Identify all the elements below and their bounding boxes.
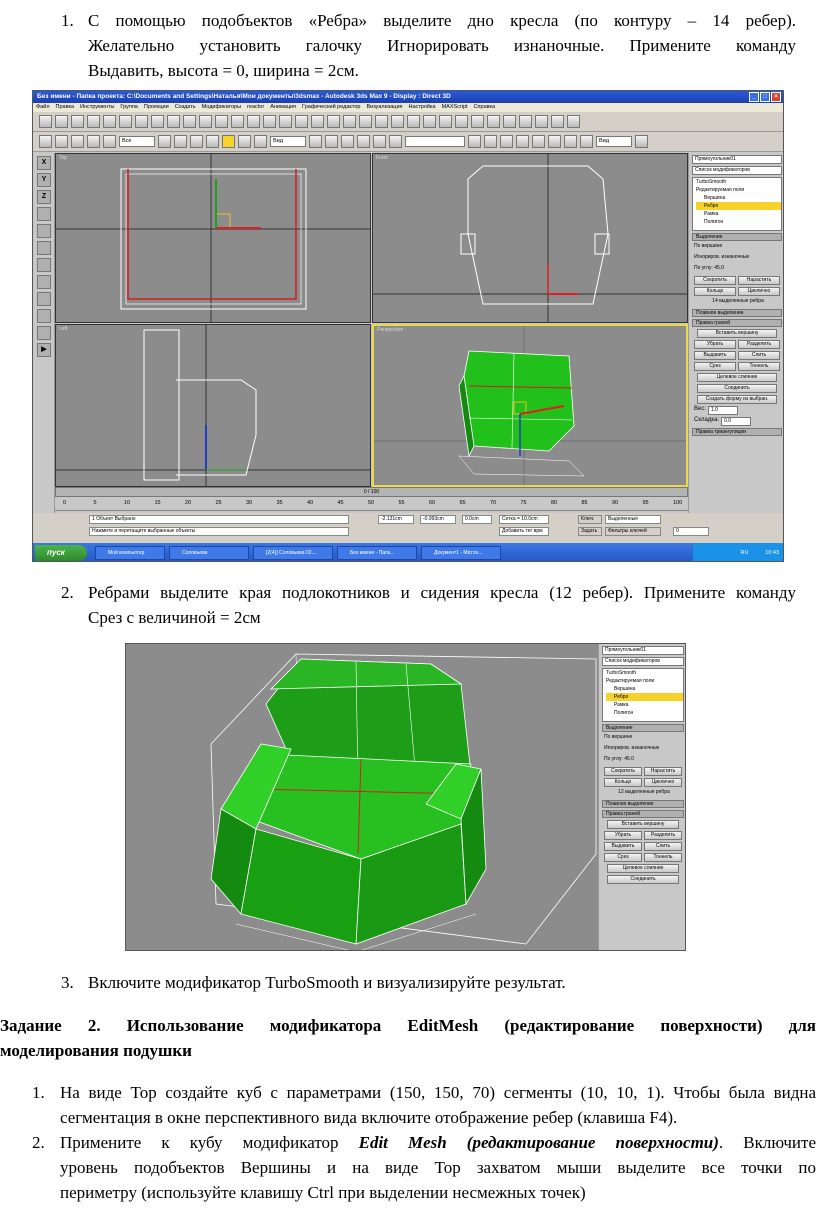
step-text-line: уровень подобъектов Вершины и на виде Top захватом мыши выделите все точки по [60,1158,816,1177]
link-icon[interactable] [71,135,84,148]
screenshot-chamfer-result [125,643,686,951]
viewport-perspective-drawing [374,326,686,485]
stack-item-selected[interactable]: Ребро [606,693,683,701]
toolbar-icon[interactable] [135,115,148,128]
create-shape-button[interactable]: Создать форму из выбран. [697,395,777,404]
toolbar-icon[interactable] [279,115,292,128]
time-slider[interactable] [55,487,688,497]
toolbar-icon[interactable] [119,115,132,128]
unlink-icon[interactable] [87,135,100,148]
ruler-tick-label: 30 [246,500,253,506]
crease-field[interactable]: 0.0 [721,417,751,426]
key-filters-button[interactable]: Фильтры ключей [605,527,661,536]
step-text-post: . Включите [718,1133,816,1152]
heading-line: Задание 2. Использование модификатора EditMesh (редактирование поверхности) для [0,1016,816,1035]
reference-coord-select[interactable]: Вид [270,136,306,147]
taskbar [33,543,783,562]
track-bar[interactable] [55,497,688,511]
split-button[interactable]: Разделить [644,831,682,840]
bind-icon[interactable] [103,135,116,148]
viewport-front-drawing [373,154,688,323]
status-selected: 1 Объект Выбрано [89,515,349,524]
connect-button[interactable]: Соединить [607,875,679,884]
heading-line: моделирования подушки [0,1041,192,1060]
menu-item[interactable]: reactor [247,104,265,110]
axis-y-icon[interactable]: Y [37,173,51,187]
menu-item[interactable]: Анимация [270,104,297,110]
stack-item[interactable]: Вершина [614,686,636,692]
axis-x-icon[interactable]: X [37,156,51,170]
loop-button[interactable]: Циклично [738,287,780,296]
step-text-line: Выдавить, высота = 0, ширина = 2см. [88,61,359,80]
rollout-selection[interactable]: Выделение [602,724,684,732]
bridge-button[interactable]: Тоннель [738,362,780,371]
step-text-line: Ребрами выделите края подлокотников и сидения кресла (12 ребер). Примените команду [88,583,796,602]
stack-item-selected[interactable]: Ребро [696,202,781,210]
modifier-list-select[interactable]: Список модификаторов [692,166,782,175]
weight-label: Вес: [694,406,707,412]
coord-z-field[interactable]: 0.0cm [462,515,492,524]
toolbar-icon[interactable] [359,115,372,128]
pivot-icon[interactable] [309,135,322,148]
ruler-tick-label: 60 [429,500,436,506]
main-toolbar [33,112,783,132]
play-icon[interactable]: ▶ [37,343,51,357]
ignore-backfacing-checkbox[interactable]: Игнориров. изнаночные [604,745,660,751]
rollout-soft-selection[interactable]: Плавное выделение [692,309,782,317]
menu-item[interactable]: Файл [36,104,50,110]
spinner-snap-icon[interactable] [389,135,402,148]
start-button[interactable]: пуск [35,545,87,561]
add-time-tag[interactable]: Добавить тег врм [499,527,549,536]
shrink-button[interactable]: Сократить [694,276,736,285]
step-number: 2. [61,583,74,602]
ruler-tick-label: 20 [185,500,192,506]
system-tray [693,543,783,562]
toolbar-icon[interactable] [439,115,452,128]
left-toolbar [33,153,55,513]
angle-snap-icon[interactable] [357,135,370,148]
stack-item[interactable]: TurboSmooth [606,670,637,676]
toolbar-icon[interactable] [311,115,324,128]
key-label: Ключ. [578,515,602,524]
chamfer-button[interactable]: Срез [694,362,736,371]
toolbar-icon[interactable] [423,115,436,128]
frame-field[interactable]: 0 [673,527,709,536]
stack-item[interactable]: TurboSmooth [696,179,727,185]
step-text-line [60,1130,816,1155]
menu-item[interactable]: Инструменты [80,104,115,110]
shrink-button[interactable]: Сократить [604,767,642,776]
toolbar-icon[interactable] [183,115,196,128]
ruler-tick-label: 40 [307,500,314,506]
step-number: 2. [32,1133,45,1152]
region-icon[interactable] [190,135,203,148]
render-view-select[interactable]: Вид [596,136,632,147]
menu-item[interactable]: Проекции [143,104,169,110]
ruler-tick-label: 75 [520,500,527,506]
viewport-perspective[interactable] [372,324,688,487]
menu-item[interactable]: Визуализация [366,104,403,110]
menu-item[interactable]: Модификаторы [201,104,242,110]
taskbar-item[interactable]: Соловьева [169,546,249,560]
stack-item[interactable]: Полигон [704,219,724,225]
toolbar-icon[interactable] [327,115,340,128]
extrude-button[interactable]: Выдавить [694,351,736,360]
toolbar-icon[interactable] [391,115,404,128]
by-vertex-checkbox[interactable]: По вершине [694,243,723,249]
by-vertex-checkbox[interactable]: По вершине [604,734,633,740]
coord-x-field[interactable]: -2.131cm [378,515,414,524]
rollout-edit-triangulation[interactable]: Правка триангуляции [692,428,782,436]
window-crossing-icon[interactable] [206,135,219,148]
angle-value[interactable]: 45.0 [714,265,724,271]
menu-item[interactable]: Создать [174,104,196,110]
ruler-tick-label: 35 [276,500,283,506]
toolbar-icon[interactable] [215,115,228,128]
render-setup-icon[interactable] [564,135,577,148]
ring-button[interactable]: Кольцо [694,287,736,296]
toolbar-icon[interactable] [455,115,468,128]
set-key-button[interactable]: Задать [578,527,602,536]
ring-button[interactable]: Кольцо [604,778,642,787]
target-weld-button[interactable]: Целевое слияние [607,864,679,873]
grid-size: Сетка = 10.0cm [499,515,549,524]
perspective-viewport-drawing [126,644,598,951]
viewport-label: Left [59,326,68,332]
language-indicator[interactable]: RU [740,550,749,556]
align-icon[interactable] [484,135,497,148]
ruler-tick-label: 85 [581,500,588,506]
menu-item[interactable]: Справка [473,104,496,110]
clock: 10:43 [765,550,779,556]
step-text-pre: Примените к кубу модификатор [60,1133,359,1152]
viewport-left[interactable] [55,324,371,487]
tool-icon[interactable] [37,309,51,323]
viewport-front[interactable] [372,153,688,323]
rollout-soft-selection[interactable]: Плавное выделение [602,800,684,808]
weight-field[interactable]: 1.0 [708,406,738,415]
ruler-tick-label: 65 [459,500,466,506]
undo-icon[interactable] [39,135,52,148]
taskbar-item[interactable]: Без имени - Папк... [337,546,417,560]
by-angle-label: По углу: [604,756,623,762]
taskbar-item[interactable]: Мой компьютер [95,546,165,560]
ruler-tick-label: 80 [551,500,558,506]
menu-item[interactable]: Графический редактор [302,104,361,110]
redo-icon[interactable] [55,135,68,148]
mirror-icon[interactable] [468,135,481,148]
toolbar-icon[interactable] [295,115,308,128]
render-frame-icon[interactable] [580,135,593,148]
toolbar-icon[interactable] [231,115,244,128]
ruler-tick-label: 0 [63,500,67,506]
tool-icon[interactable] [37,224,51,238]
stack-item[interactable]: Редактируемая поли [606,678,655,684]
tool-icon[interactable] [37,258,51,272]
crease-label: Складка: [694,417,720,423]
toolbar-icon[interactable] [503,115,516,128]
select-icon[interactable] [158,135,171,148]
toolbar-icon[interactable] [375,115,388,128]
chamfer-button[interactable]: Срез [604,853,642,862]
insert-vertex-button[interactable]: Вставить вершину [697,329,777,338]
step-text-line: сегментация в окне перспективного вида включите отображение ребер (клавиша F4). [60,1108,678,1127]
menu-item[interactable]: MAXScript [441,104,468,110]
step-text-line: С помощью подобъектов «Ребра» выделите дно кресла (по контуру – 14 ребер). [88,11,796,30]
viewport-label: Perspective [377,327,404,333]
ruler-tick-label: 25 [215,500,222,506]
task-2-heading [0,1013,816,1063]
split-button[interactable]: Разделить [738,340,780,349]
move-icon[interactable] [222,135,235,148]
rollout-edit-edges[interactable]: Правка граней [602,810,684,818]
viewport-label: Front [376,155,388,161]
status-bar [33,513,783,543]
stack-item[interactable]: Рамка [614,702,629,708]
toolbar-icon[interactable] [551,115,564,128]
target-weld-button[interactable]: Целевое слияние [697,373,777,382]
command-panel [598,644,686,951]
ruler-tick-label: 5 [93,500,97,506]
named-selection-select[interactable] [405,136,465,147]
bridge-button[interactable]: Тоннель [644,853,682,862]
stack-item[interactable]: Редактируемая поли [696,187,745,193]
viewport-left-drawing [56,325,371,487]
time-slider-label: 0 / 100 [363,489,380,495]
toolbar-icon[interactable] [343,115,356,128]
ruler-tick-label: 90 [612,500,619,506]
insert-vertex-button[interactable]: Вставить вершину [607,820,679,829]
step-text-line: На виде Top создайте куб с параметрами (150, 150, 70) сегменты (10, 10, 1). Чтобы была видна [60,1083,816,1102]
tool-icon[interactable] [37,275,51,289]
step-text-emphasis: Edit Mesh (редактирование поверхности) [358,1133,719,1152]
tool-icon[interactable] [37,326,51,340]
modifier-stack [602,668,684,722]
schematic-icon[interactable] [532,135,545,148]
menu-item[interactable]: Группа [120,104,138,110]
toolbar-icon[interactable] [471,115,484,128]
axis-z-icon[interactable]: Z [37,190,51,204]
ruler-tick-label: 45 [337,500,344,506]
object-name-field[interactable]: Прямоугольник01 [602,646,684,655]
toolbar-icon[interactable] [567,115,580,128]
key-mode-select[interactable]: Выделенные [605,515,661,524]
loop-button[interactable]: Циклично [644,778,682,787]
grow-button[interactable]: Нарастить [644,767,682,776]
ruler-tick-label: 50 [368,500,375,506]
menu-item[interactable]: Правка [55,104,75,110]
screenshot-3dsmax-editor [32,90,784,562]
ruler-tick-label: 70 [490,500,497,506]
step-number: 3. [61,973,74,992]
ruler-tick-label: 100 [673,500,683,506]
remove-button[interactable]: Убрать [604,831,642,840]
connect-button[interactable]: Соединить [697,384,777,393]
weld-button[interactable]: Слить [738,351,780,360]
by-angle-checkbox[interactable] [692,265,782,274]
step-text-line: Срез с величиной = 2см [88,608,261,627]
step-text-line: периметру (используйте клавишу Ctrl при выделении несмежных точек) [60,1183,586,1202]
rollout-edit-edges[interactable]: Правка граней [692,319,782,327]
toolbar-icon[interactable] [199,115,212,128]
material-editor-icon[interactable] [548,135,561,148]
stack-item[interactable]: Рамка [704,211,719,217]
stack-item[interactable]: Вершина [704,195,726,201]
taskbar-item[interactable]: Документ1 - Micros... [421,546,501,560]
step-number: 1. [32,1083,45,1102]
window-title: Без имени - Папка проекта: C:\Documents and Settings\Наталья\Мои документы\3dsmax - Autodesk 3ds Max 9 - Display : Direct 3D _ □ × [33,91,783,103]
selection-filter-select[interactable]: Все [119,136,155,147]
viewport-top[interactable] [55,153,371,323]
tool-icon[interactable] [37,241,51,255]
close-icon[interactable]: × [771,92,781,102]
grow-button[interactable]: Нарастить [738,276,780,285]
status-prompt: Нажмите и перетащите выбранные объекты [89,527,349,536]
toolbar-icon[interactable] [71,115,84,128]
selected-count: 12 выделенные ребра [618,789,670,795]
scale-icon[interactable] [254,135,267,148]
ruler-ticks [55,497,688,510]
modifier-list-select[interactable]: Список модификаторов [602,657,684,666]
maximize-icon[interactable]: □ [760,92,770,102]
toolbar-icon[interactable] [103,115,116,128]
remove-button[interactable]: Убрать [694,340,736,349]
by-angle-checkbox[interactable] [602,756,684,765]
quick-render-icon[interactable] [635,135,648,148]
taskbar-item[interactable]: [2(4)] Соловьева 02.... [253,546,333,560]
command-panel [688,153,784,513]
toolbar-icon[interactable] [167,115,180,128]
weld-button[interactable]: Слить [644,842,682,851]
step-number: 1. [61,11,74,30]
toolbar-icon[interactable] [39,115,52,128]
rotate-icon[interactable] [238,135,251,148]
by-angle-label: По углу: [694,265,713,271]
toolbar-icon[interactable] [55,115,68,128]
object-name-field[interactable]: Прямоугольник01 [692,155,782,164]
toolbar-icon[interactable] [247,115,260,128]
toolbar-icon[interactable] [263,115,276,128]
selected-count: 14 выделенные ребра [712,298,764,304]
angle-value[interactable]: 45.0 [624,756,634,762]
toolbar-icon[interactable] [519,115,532,128]
modifier-stack [692,177,782,231]
toolbar-icon[interactable] [487,115,500,128]
stack-item[interactable]: Полигон [614,710,634,716]
percent-snap-icon[interactable] [373,135,386,148]
viewport-label: Top [59,155,68,161]
menu-bar [33,103,783,112]
toolbar-icon[interactable] [407,115,420,128]
layer-icon[interactable] [500,135,513,148]
tool-icon[interactable] [37,207,51,221]
ruler-tick-label: 95 [642,500,649,506]
rollout-selection[interactable]: Выделение [692,233,782,241]
ignore-backfacing-checkbox[interactable]: Игнориров. изнаночные [694,254,750,260]
toolbar-icon[interactable] [151,115,164,128]
curve-editor-icon[interactable] [516,135,529,148]
secondary-toolbar [33,132,783,152]
ruler-tick-label: 55 [398,500,405,506]
viewport-top-drawing [56,154,371,323]
toolbar-icon[interactable] [87,115,100,128]
manipulate-icon[interactable] [325,135,338,148]
tool-icon[interactable] [37,292,51,306]
minimize-icon[interactable]: _ [749,92,759,102]
step-text-line: Включите модификатор TurboSmooth и визуализируйте результат. [88,973,566,992]
coord-y-field[interactable]: -0.993cm [420,515,456,524]
ruler-tick-label: 15 [154,500,161,506]
select-by-name-icon[interactable] [174,135,187,148]
extrude-button[interactable]: Выдавить [604,842,642,851]
toolbar-icon[interactable] [535,115,548,128]
menu-item[interactable]: Настройка [408,104,436,110]
ruler-tick-label: 10 [124,500,131,506]
snap-icon[interactable] [341,135,354,148]
step-text-line: Желательно установить галочку Игнорировать изнаночные. Примените команду [88,36,796,55]
